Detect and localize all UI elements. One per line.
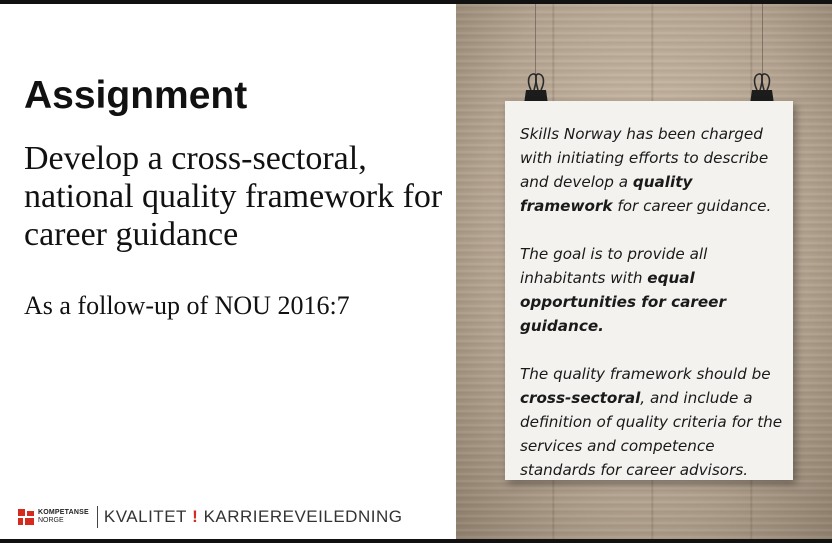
- hanging-paper: [505, 101, 793, 480]
- kompetanse-logo-icon: [18, 509, 34, 525]
- followup-text: As a follow-up of NOU 2016:7: [24, 291, 350, 320]
- footer-divider: [97, 506, 98, 528]
- text-panel: [0, 4, 456, 539]
- image-panel: [456, 4, 832, 539]
- paper-paragraph-2: The goal is to provide all inhabitants with equal opportunities for career guidance.: [520, 245, 726, 335]
- footer-logo: [18, 501, 402, 533]
- slide: [0, 4, 832, 539]
- slide-title: Assignment: [24, 74, 248, 117]
- brand-name: KVALITET ! KARRIEREVEILEDNING: [103, 507, 403, 526]
- paper-paragraph-1: Skills Norway has been charged with initiating efforts to describe and develop a quality framework for career guidance.: [520, 125, 772, 215]
- paper-paragraph-3: The quality framework should be cross-sectoral, and include a definition of quality criteria for the services and competence standards for career advisors.: [520, 365, 783, 479]
- logo-text: KOMPETANSE NORGE: [38, 509, 89, 524]
- slide-subtitle: Develop a cross-sectoral, national quality framework for career guidance: [24, 140, 443, 253]
